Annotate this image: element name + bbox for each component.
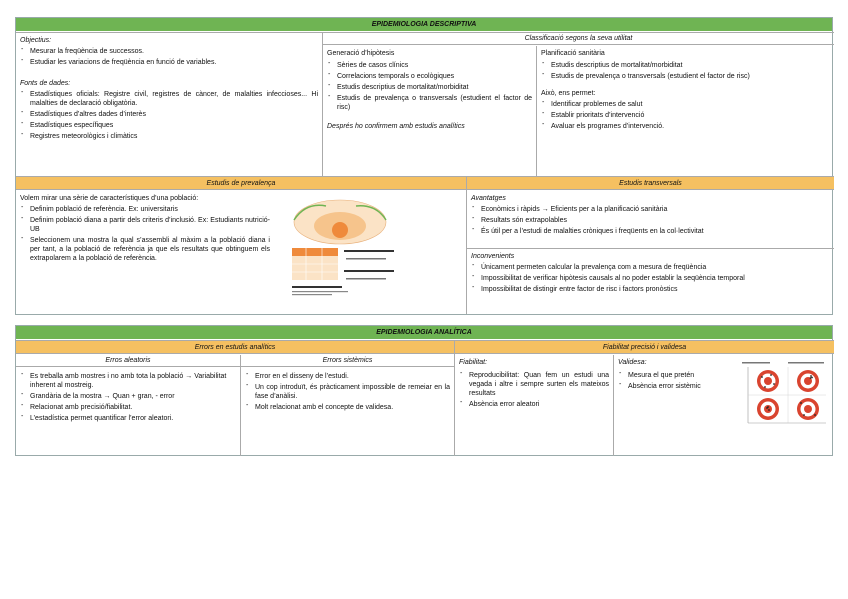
- list-item: - Impossibilitat de distingir entre factor de risc i factors pronòstics: [471, 285, 831, 294]
- list-item: - Es treballa amb mostres i no amb tota la població → Variabilitat inherent al mostreig.: [20, 372, 236, 390]
- fonts-heading: Fonts de dades:: [20, 80, 71, 87]
- list-item: - Error en el disseny de l’estudi.: [245, 372, 450, 381]
- target-icon: [797, 398, 819, 420]
- objectius-heading: Objectius:: [20, 37, 52, 44]
- list-item: - Grandària de la mostra → Quan + gran, - error: [20, 392, 236, 401]
- list-item: - Relacionat amb precisió/fiabilitat.: [20, 403, 236, 412]
- list-item: - Correlacions temporals o ecològiques: [327, 72, 532, 81]
- targets-figure: [738, 359, 830, 429]
- errors-cell: [16, 340, 454, 456]
- prevalenca-text: [16, 191, 274, 313]
- list-item: - Molt relacionat amb el concepte de validesa.: [245, 403, 450, 412]
- planificacio-permet: Això, ens permet:: [541, 90, 596, 97]
- prevalenca-intro: Volem mirar una sèrie de característiques d’una població:: [20, 195, 199, 202]
- list-item: - Únicament permeten calcular la prevalença com a mesura de freqüència: [471, 263, 831, 272]
- aleatoris-title: Erros aleatoris: [16, 355, 240, 367]
- val-block: [613, 355, 834, 456]
- prevalenca-cell: [16, 176, 466, 314]
- list-item: - Sèries de casos clínics: [327, 61, 532, 70]
- precision-validity-targets-image: [738, 359, 830, 429]
- target-icon: [757, 370, 779, 392]
- list-item: - Absència error sistèmic: [618, 382, 728, 391]
- fiabilitat-cell: [454, 340, 834, 456]
- list-item: - Impossibilitat de verificar hipòtesis causals al no poder establir la seqüència temporal: [471, 274, 831, 283]
- planificacio-cell: [536, 46, 834, 189]
- classificacio-title: Classificació segons la seva utilitat: [323, 33, 834, 45]
- transversals-cell: [466, 176, 834, 314]
- descriptive-title: EPIDEMIOLOGIA DESCRIPTIVA: [16, 18, 832, 31]
- list-item: - Un cop introduït, és pràcticament impossible de remeiar en la fase d’anàlisi.: [245, 383, 450, 401]
- aleatoris-cell: [16, 355, 240, 456]
- list-item: - Registres meteorològics i climàtics: [20, 132, 318, 141]
- list-item: - Definim població diana a partir dels criteris d’inclusió. Ex: Estudiants nutrició-UB: [20, 216, 270, 234]
- generacio-heading: Generació d’hipòtesis: [327, 50, 395, 57]
- fiab-block: [455, 355, 613, 456]
- list-item: - Estadístiques oficials: Registre civil, registres de càncer, de malalties infeccioses... Hi malalties de declaració obligatòria.: [20, 90, 318, 108]
- prevalenca-title: Estudis de prevalença: [16, 177, 466, 190]
- generacio-note: Després ho confirmem amb estudis analítics: [327, 123, 465, 130]
- sistemics-title: Errors sistèmics: [241, 355, 454, 367]
- list-item: - Avaluar els programes d’intervenció.: [541, 122, 831, 131]
- avantatges-heading: Avantatges: [471, 195, 506, 202]
- list-item: - Estadístiques d’altres dades d’interès: [20, 110, 318, 119]
- inconvenients-block: [467, 249, 834, 313]
- errors-title: Errors en estudis analítics: [16, 341, 454, 354]
- list-item: - Econòmics i ràpids → Eficients per a la planificació sanitària: [471, 205, 831, 214]
- list-item: - Definim població de referència. Ex: universitaris: [20, 205, 270, 214]
- list-item: - És útil per a l’estudi de malalties cròniques i freqüents en la col·lectivitat: [471, 227, 831, 236]
- list-item: - Estudis de prevalença o transversals (estudient el factor de risc): [327, 94, 532, 112]
- list-item: - Seleccionem una mostra la qual s’assembli al màxim a la població diana i per tant, a la població de referència ja que els resultats que obtinguem els extrapolarem a la població de referència.: [20, 236, 270, 263]
- list-item: - Reproducibilitat: Quan fem un estudi una vegada i altre i sempre surten els mateixos resultats: [459, 371, 609, 398]
- descriptive-table: [15, 17, 833, 315]
- transversals-title: Estudis transversals: [467, 177, 834, 190]
- list-item: - Estudiar les variacions de freqüència en funció de variables.: [20, 58, 318, 67]
- sistemics-cell: [240, 355, 454, 456]
- classificacio-cell: [322, 32, 834, 189]
- generacio-cell: [323, 46, 536, 189]
- fiab-heading: Fiabilitat:: [459, 359, 488, 366]
- prevalence-figure: [276, 194, 404, 312]
- target-icon: [797, 370, 819, 392]
- objectius-cell: [16, 32, 322, 189]
- list-item: - Mesurar la freqüència de successos.: [20, 47, 318, 56]
- list-item: - Estudis descriptius de mortalitat/morbiditat: [327, 83, 532, 92]
- analytic-title: EPIDEMIOLOGIA ANALÍTICA: [16, 326, 832, 339]
- inconvenients-heading: Inconvenients: [471, 253, 515, 260]
- val-heading: Validesa:: [618, 359, 647, 366]
- list-item: - Estadístiques específiques: [20, 121, 318, 130]
- analytic-table: [15, 325, 833, 456]
- list-item: - Absència error aleatori: [459, 400, 609, 409]
- list-item: - Estudis descriptius de mortalitat/morbiditat: [541, 61, 831, 70]
- avantatges-block: [467, 191, 834, 249]
- list-item: - Establir prioritats d’intervenció: [541, 111, 831, 120]
- list-item: - L’estadística permet quantificar l’error aleatori.: [20, 414, 236, 423]
- fiabilitat-title: Fiabilitat precisió i validesa: [455, 341, 834, 354]
- list-item: - Identificar problemes de salut: [541, 100, 831, 109]
- list-item: - Mesura el que pretén: [618, 371, 728, 380]
- list-item: - Estudis de prevalença o transversals (estudient el factor de risc): [541, 72, 831, 81]
- planificacio-heading: Planificació sanitària: [541, 50, 605, 57]
- target-icon: [757, 398, 779, 420]
- list-item: - Resultats són extrapolables: [471, 216, 831, 225]
- prevalence-diagram-image: [276, 194, 404, 312]
